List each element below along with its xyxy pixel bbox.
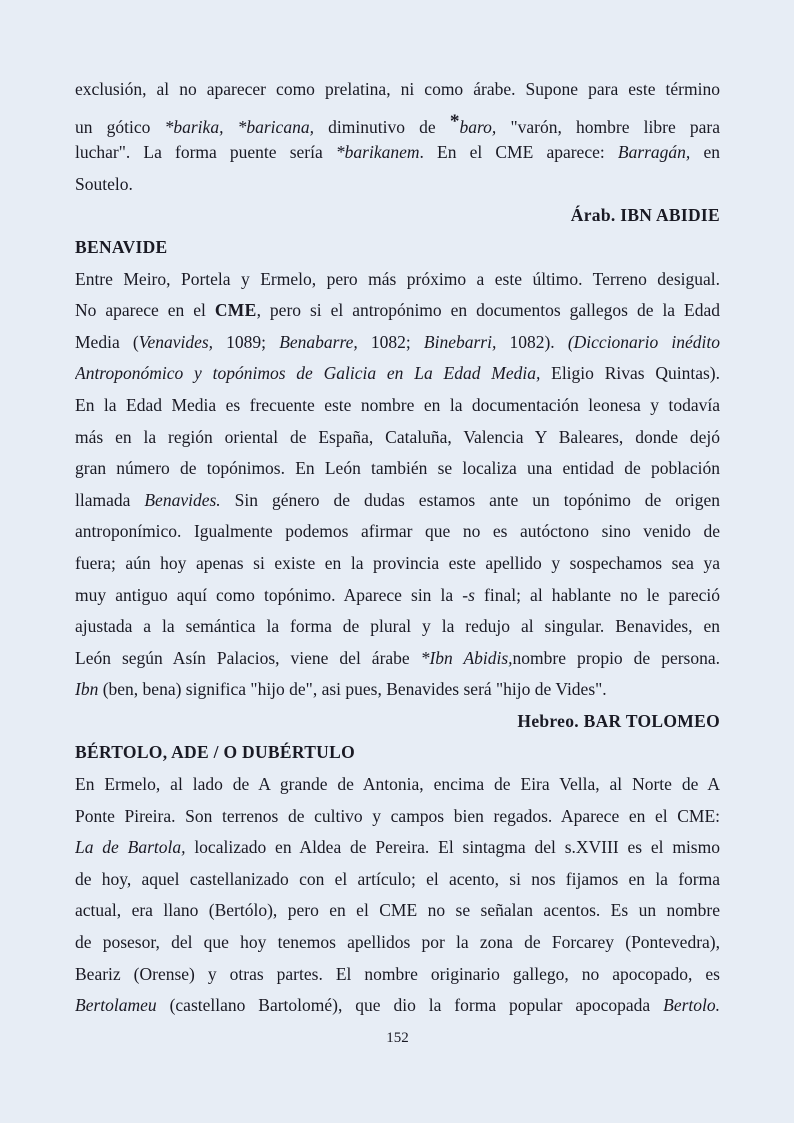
text-run: Bertolo. [663,995,720,1016]
text-run: *Ibn Abidis, [420,647,513,668]
text-line [75,643,720,675]
text-line [75,990,720,1022]
text-line [75,927,720,959]
text-run: luchar". La forma puente sería [75,142,336,163]
text-run: En la Edad Media es frecuente este nombre en la documentación leonesa y todavía [75,394,720,415]
text-run: gran número de topónimos. En León también se localiza una entidad de población [75,458,720,479]
text-line [75,137,720,169]
text-run: Hebreo. BAR TOLOMEO [517,710,720,731]
text-run: final; al hablante no le pareció [474,584,720,605]
text-run: Ponte Pireira. Son terrenos de cultivo y campos bien regados. Aparece en el CME: [75,805,720,826]
text-run: Benavides. [144,489,221,510]
text-run: * [449,110,460,132]
text-run: localizado en Aldea de Pereira. El sintagma del s.XVIII es el mismo [185,837,720,858]
text-run: de hoy, aquel castellanizado con el artículo; el acento, si nos fijamos en la forma [75,868,720,889]
text-run: Beariz (Orense) y otras partes. El nombre originario gallego, no apocopado, es [75,963,720,984]
text-run: baro, [459,116,497,137]
text-run: Antroponómico y topónimos de Galicia en La Edad Media, [75,363,541,384]
text-line [75,453,720,485]
text-run: ajustada a la semántica la forma de plural y la redujo al singular. Benavides, en [75,616,720,637]
text-run: En Ermelo, al lado de A grande de Antonia, encima de Eira Vella, al Norte de A [75,774,720,795]
text-run: diminutivo de [313,116,450,137]
text-line [75,169,720,201]
text-run: (ben, bena) significa "hijo de", asi pues, Benavides será "hijo de Vides". [98,679,607,700]
text-run: Ibn [75,679,99,700]
text-line [75,358,720,390]
text-run: Soutelo. [75,173,133,194]
text-run: Binebarri, [423,331,497,352]
text-run: (castellano Bartolomé), que dio la forma popular apocopada [156,995,664,1016]
text-line [75,74,720,106]
text-line [75,769,720,801]
text-line [75,706,720,738]
text-line [75,422,720,454]
text-line [75,548,720,580]
text-line [75,580,720,612]
page-number: 152 [386,1029,409,1046]
text-line [75,674,720,706]
text-run: 1082; [357,331,424,352]
text-run: Eligio Rivas Quintas). [540,363,720,384]
text-run: , pero si el antropónimo en documentos gallegos de la Edad [256,300,720,321]
text-line [75,737,720,769]
text-run: fuera; aún hoy apenas si existe en la provincia este apellido y sospechamos sea ya [75,552,720,573]
text-run: "varón, hombre libre para [496,116,720,137]
text-run: un gótico [75,116,165,137]
text-run: Bertolameu [75,995,157,1016]
text-run: Sin género de dudas estamos ante un topónimo de origen [220,489,720,510]
text-line [75,264,720,296]
text-run: 1089; [213,331,280,352]
text-run: Árab. IBN ABIDIE [570,205,720,226]
text-run: de posesor, del que hoy tenemos apellidos por la zona de Forcarey (Pontevedra), [75,932,720,953]
text-block [75,74,720,1022]
text-run: . En el CME aparece: [419,142,618,163]
text-run: Venavides, [138,331,214,352]
text-run: León según Asín Palacios, viene del árabe [75,647,421,668]
text-line [75,611,720,643]
text-line [75,864,720,896]
text-run: más en la región oriental de España, Cataluña, Valencia Y Baleares, donde dejó [75,426,720,447]
text-line [75,485,720,517]
text-line [75,390,720,422]
text-run: *barikanem [335,142,420,163]
text-line [75,295,720,327]
text-run: 1082). [496,331,568,352]
text-line [75,959,720,991]
text-run: (Diccionario inédito [567,331,720,352]
text-line [75,200,720,232]
text-run: en [690,142,720,163]
text-run: BÉRTOLO, ADE / O DUBÉRTULO [75,742,355,763]
text-run: llamada [75,489,145,510]
text-run: antroponímico. Igualmente podemos afirmar que no es autóctono sino venido de [75,521,720,542]
text-run: -s [462,584,475,605]
text-run: La de Bartola, [75,837,186,858]
text-run: exclusión, al no aparecer como prelatina, ni como árabe. Supone para este término [75,79,720,99]
text-line [75,516,720,548]
text-run: BENAVIDE [75,236,168,257]
text-line [75,832,720,864]
text-line [75,232,720,264]
text-run: Benabarre, [279,331,358,352]
text-run: Entre Meiro, Portela y Ermelo, pero más próximo a este último. Terreno desigual. [75,268,720,289]
text-run: Barragán, [617,142,691,163]
text-run: muy antiguo aquí como topónimo. Aparece sin la [75,584,463,605]
text-line [75,327,720,359]
text-line [75,801,720,833]
text-run: No aparece en el [75,300,215,321]
text-run: nombre propio de persona. [512,647,720,668]
text-run: CME [214,300,257,321]
text-run: Media ( [75,331,139,352]
text-run: actual, era llano (Bertólo), pero en el CME no se señalan acentos. Es un nombre [75,900,720,921]
text-line [75,895,720,927]
text-line [75,106,720,138]
text-run: *barika, *baricana, [164,116,314,137]
